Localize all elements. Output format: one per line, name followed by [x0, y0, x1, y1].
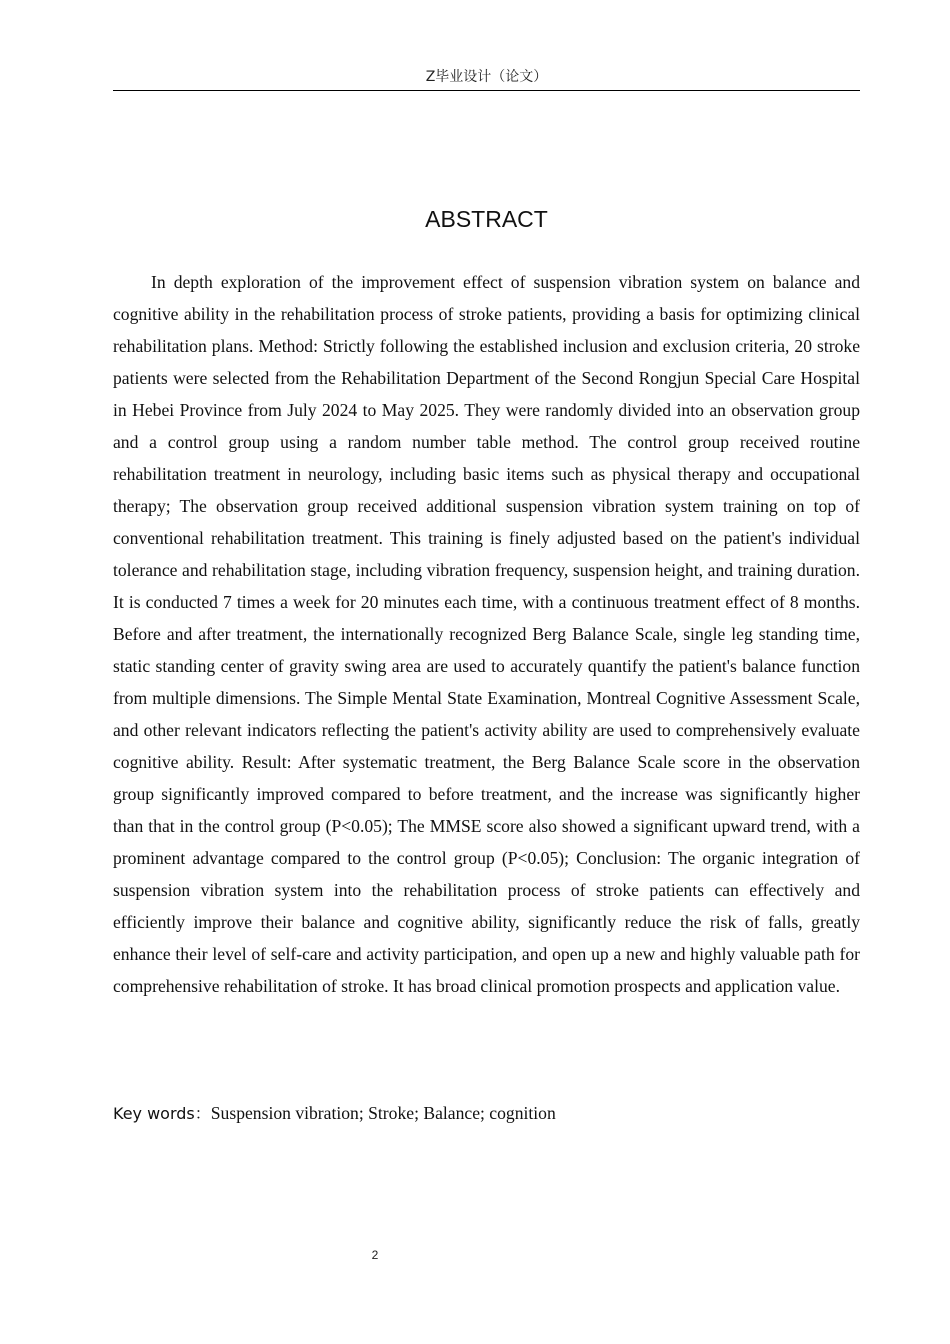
page-number: 2 [371, 1248, 379, 1262]
abstract-body: In depth exploration of the improvement effect of suspension vibration system on balance and cognitive ability in the rehabilitation process of stroke patients, providing a basis for optimizing clinical rehabilitation plans. Method: Strictly following the established inclusion and exclusion criteria, 20 stroke patients were selected from the Rehabilitation Department of the Second Rongjun Special Care Hospital in Hebei Province from July 2024 to May 2025. They were randomly divided into an observation group and a control group using a random number table method. The control group received routine rehabilitation treatment in neurology, including basic items such as physical therapy and occupational therapy; The observation group received additional suspension vibration system training on top of conventional rehabilitation treatment. This training is finely adjusted based on the patient's individual tolerance and rehabilitation stage, including vibration frequency, suspension height, and training duration. It is conducted 7 times a week for 20 minutes each time, with a continuous treatment effect of 8 months. Before and after treatment, the internationally recognized Berg Balance Scale, single leg standing time, static standing center of gravity swing area are used to accurately quantify the patient's balance function from multiple dimensions. The Simple Mental State Examination, Montreal Cognitive Assessment Scale, and other relevant indicators reflecting the patient's activity ability are used to comprehensively evaluate cognitive ability. Result: After systematic treatment, the Berg Balance Scale score in the observation group significantly improved compared to before treatment, and the increase was significantly higher than that in the control group (P<0.05); The MMSE score also showed a significant upward trend, with a prominent advantage compared to the control group (P<0.05); Conclusion: The organic integration of suspension vibration system into the rehabilitation process of stroke patients can effectively and efficiently improve their balance and cognitive ability, significantly reduce the risk of falls, greatly enhance their level of self-care and activity participation, and open up a new and highly valuable path for comprehensive rehabilitation of stroke. It has broad clinical promotion prospects and application value. [113, 272, 860, 996]
header-title: Z毕业设计（论文） [425, 69, 548, 85]
keywords-label: Key words： [113, 1104, 211, 1123]
abstract-title: ABSTRACT [425, 206, 548, 232]
page-header [113, 66, 860, 91]
keywords-line [113, 1097, 860, 1130]
keywords-value: Suspension vibration; Stroke; Balance; cognition [210, 1103, 556, 1123]
